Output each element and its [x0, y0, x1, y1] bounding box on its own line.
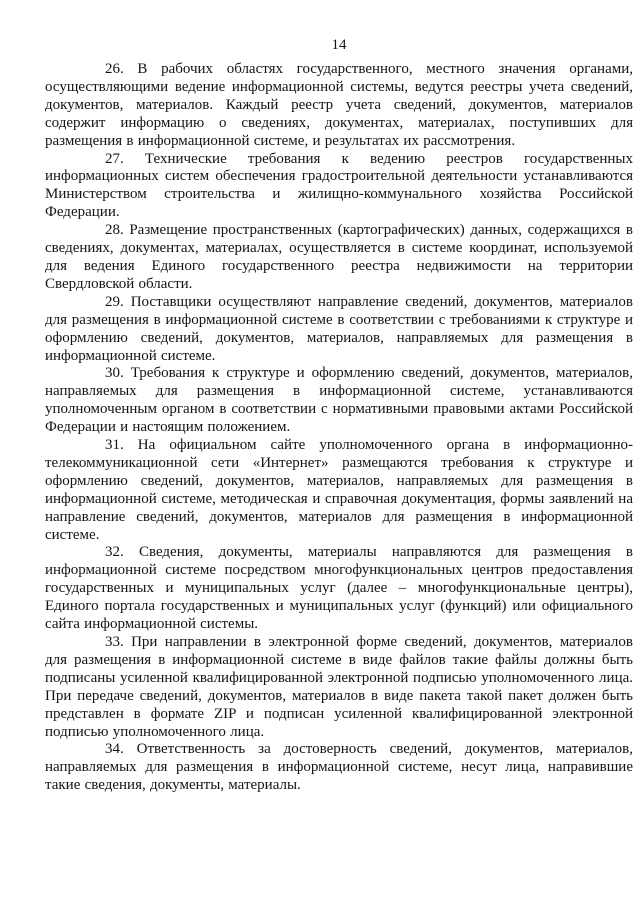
paragraph-28: 28. Размещение пространственных (картографических) данных, содержащихся в сведениях, документах, материалах, осуществляется в системе координат, используемой для ведения Единого государственного реестра недвижимости на территории Свердловской области.	[45, 222, 633, 292]
document-body	[45, 61, 633, 795]
paragraph-27: 27. Технические требования к ведению реестров государственных информационных систем обеспечения градостроительной деятельности устанавливаются Министерством строительства и жилищно-коммунального хозяйства Российской Федерации.	[45, 150, 633, 221]
paragraph-29: 29. Поставщики осуществляют направление сведений, документов, материалов для размещения в информационной системе в соответствии с требованиями к структуре и оформлению сведений, документов, материалов, направляемых для размещения в информационной системе.	[45, 293, 633, 364]
paragraph-30: 30. Требования к структуре и оформлению сведений, документов, материалов, направляемых для размещения в информационной системе, устанавливаются уполномоченным органом в соответствии с нормативными правовыми актами Российской Федерации и настоящим положением.	[45, 365, 633, 436]
paragraph-34: 34. Ответственность за достоверность сведений, документов, материалов, направляемых для размещения в информационной системе, несут лица, направившие такие сведения, документы, материалы.	[45, 741, 633, 794]
page-number: 14	[331, 37, 347, 53]
paragraph-33: 33. При направлении в электронной форме сведений, документов, материалов для размещения в информационной системе в виде файлов такие файлы должны быть подписаны усиленной квалифицированной электронной подписью уполномоченного лица. При передаче сведений, документов, материалов в виде пакета такой пакет должен быть представлен в формате ZIP и подписан усиленной квалифицированной электронной подписью уполномоченного лица.	[45, 634, 633, 740]
paragraph-31: 31. На официальном сайте уполномоченного органа в информационно-телекоммуникационной сети «Интернет» размещаются требования к структуре и оформлению сведений, документов, материалов, направляемых для размещения в информационной системе, методическая и справочная документация, формы заявлений на направление сведений, документов, материалов для размещения в информационной системе.	[45, 437, 633, 543]
paragraph-32: 32. Сведения, документы, материалы направляются для размещения в информационной системе посредством многофункциональных центров предоставления государственных и муниципальных услуг (далее – многофункциональные центры), Единого портала государственных и муниципальных услуг (функций) или официального сайта информационной системы.	[45, 544, 633, 633]
paragraph-26: 26. В рабочих областях государственного, местного значения органами, осуществляющими ведение информационной системы, ведутся реестры учета сведений, документов, материалов. Каждый реестр учета сведений, документов, материалов содержит информацию о сведениях, документах, материалах, поступивших для размещения в информационной системе, и результатах их рассмотрения.	[45, 61, 633, 149]
